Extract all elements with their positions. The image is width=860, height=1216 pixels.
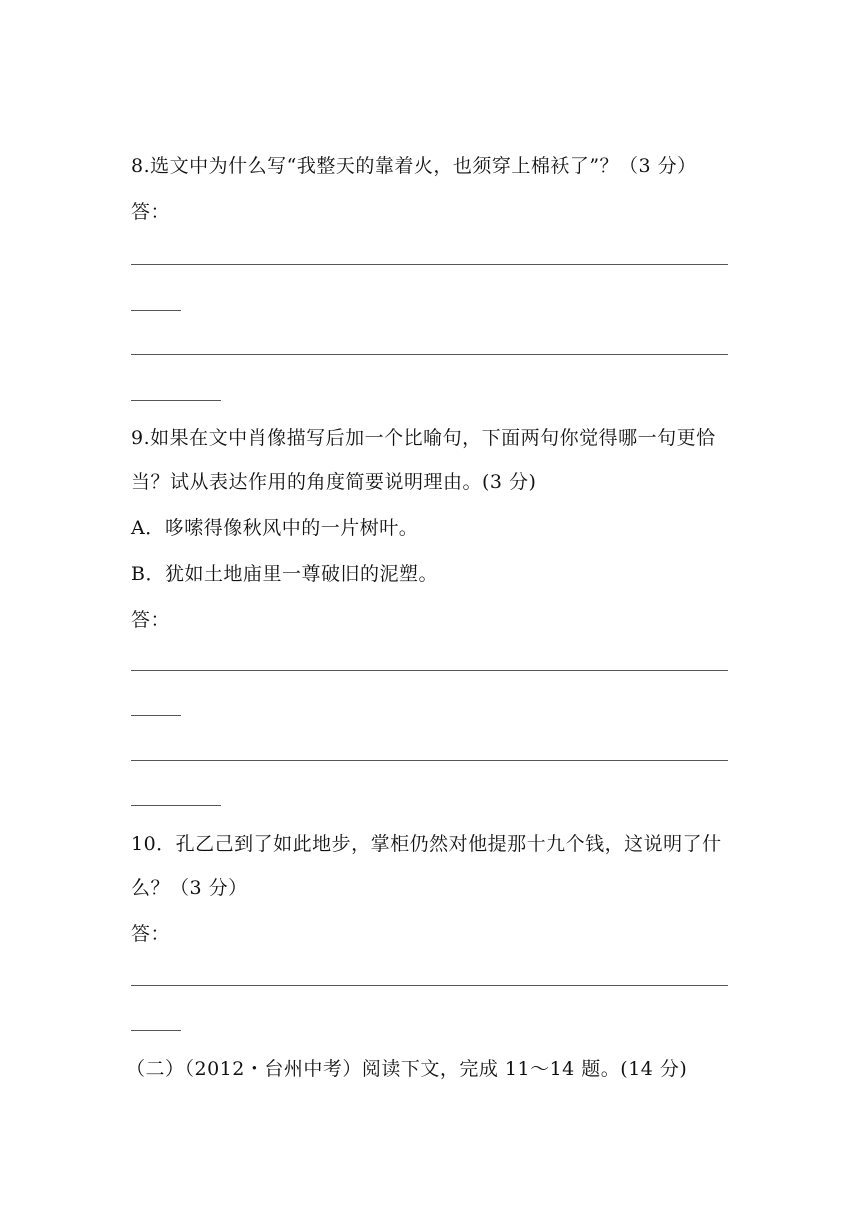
question-10-answer-label: 答：: [131, 923, 171, 945]
answer-line: [131, 760, 728, 761]
question-10-text-line-2: 么？（3 分）: [131, 877, 248, 899]
answer-line: [131, 310, 181, 311]
question-9-option-a: A．哆嗦得像秋风中的一片树叶。: [131, 517, 419, 539]
question-8-answer-label: 答：: [131, 201, 171, 223]
answer-line: [131, 715, 181, 716]
answer-line: [131, 670, 728, 671]
answer-line: [131, 264, 728, 265]
question-9-answer-label: 答：: [131, 609, 171, 631]
section-heading: （二）（2012・台州中考）阅读下文，完成 11～14 题。(14 分): [126, 1058, 688, 1080]
answer-line: [131, 400, 221, 401]
answer-line: [131, 1030, 181, 1031]
question-10-text-line-1: 10．孔乙己到了如此地步，掌柜仍然对他提那十九个钱，这说明了什: [131, 833, 722, 855]
question-9-text-line-1: 9.如果在文中肖像描写后加一个比喻句，下面两句你觉得哪一句更恰: [131, 427, 716, 449]
question-9-text-line-2: 当？试从表达作用的角度简要说明理由。(3 分): [131, 471, 537, 493]
answer-line: [131, 354, 728, 355]
answer-line: [131, 985, 728, 986]
answer-line: [131, 805, 221, 806]
question-8-text: 8.选文中为什么写“我整天的靠着火，也须穿上棉袄了”？（3 分）: [131, 155, 697, 177]
question-9-option-b: B．犹如土地庙里一尊破旧的泥塑。: [131, 563, 438, 585]
